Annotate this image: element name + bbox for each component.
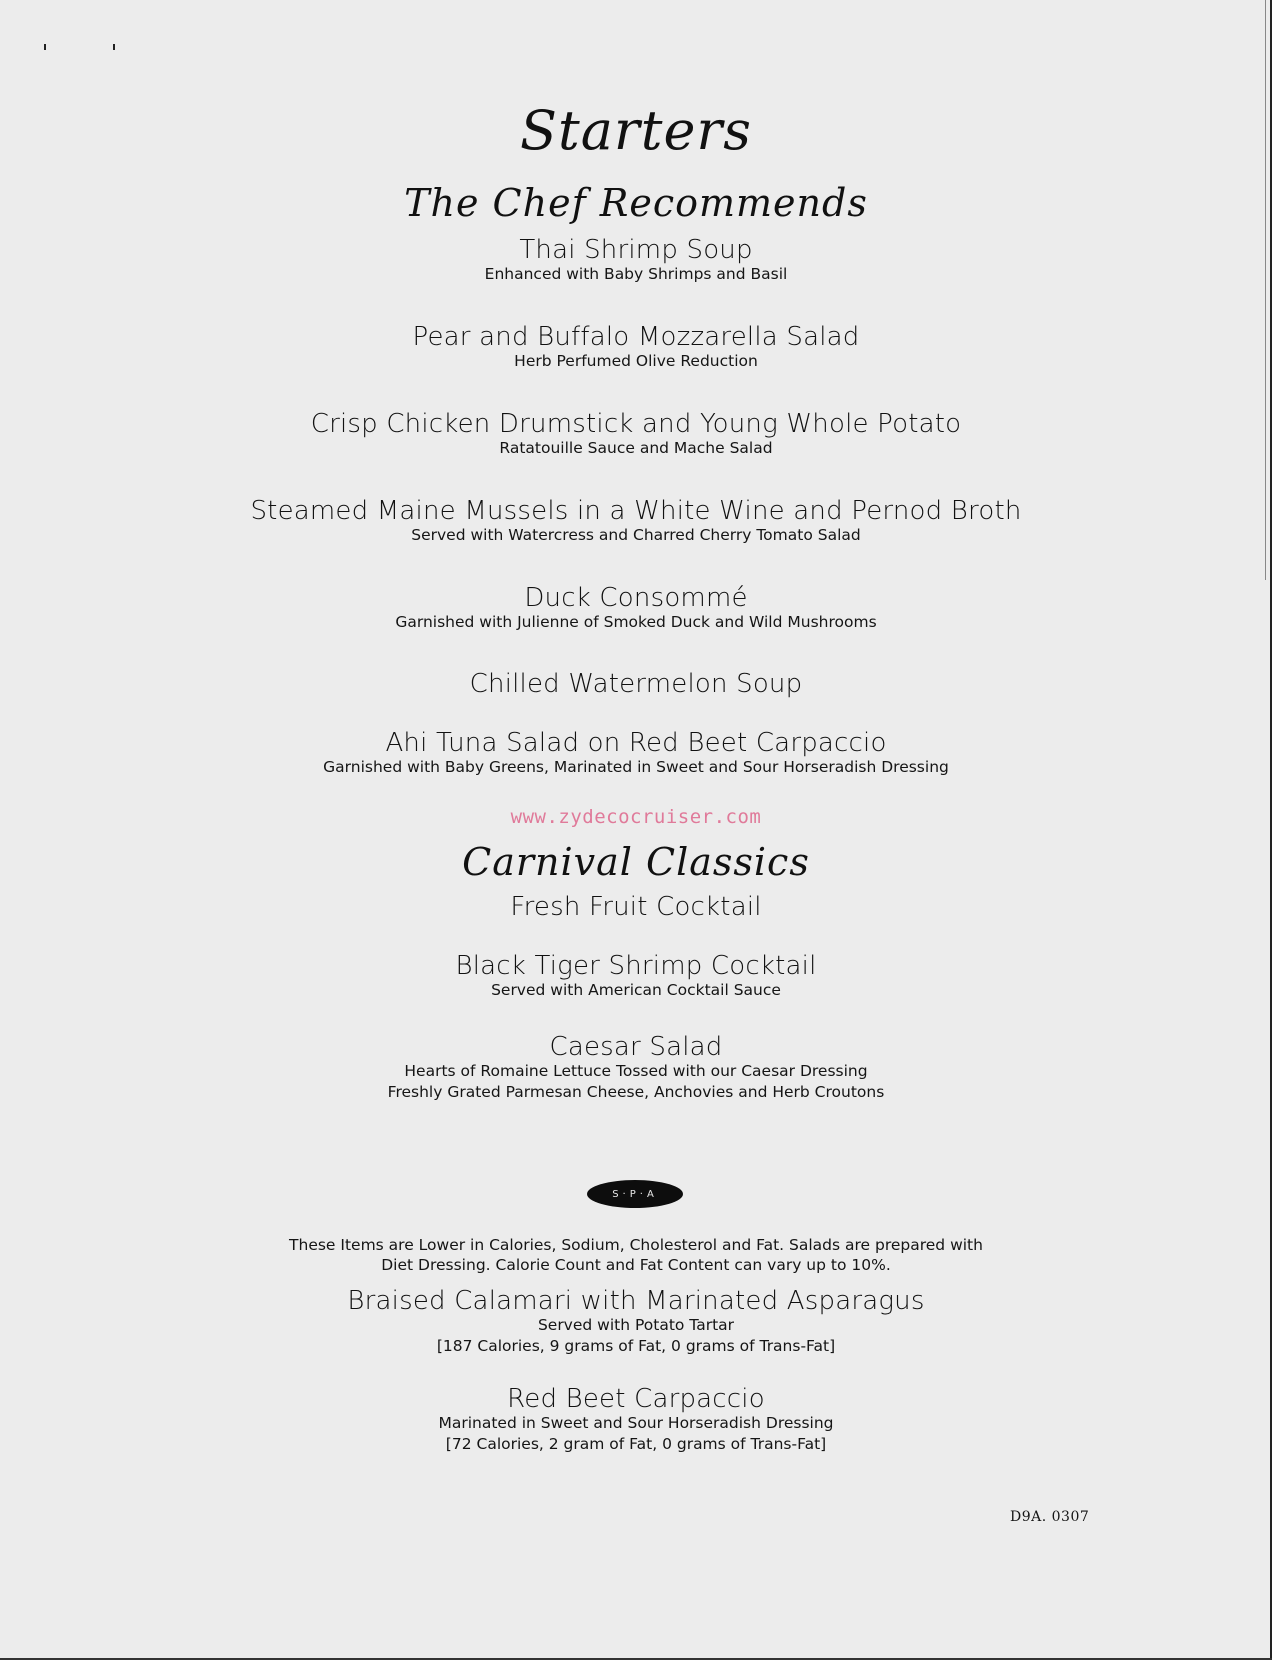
- scan-mark: [113, 44, 115, 50]
- menu-item: [0, 1033, 1272, 1103]
- spa-note-line: These Items are Lower in Calories, Sodium, Cholesterol and Fat. Salads are prepared with: [289, 1236, 983, 1254]
- section-heading-chef-recommends: The Chef Recommends: [404, 181, 868, 225]
- item-description: Freshly Grated Parmesan Cheese, Anchovies and Herb Croutons: [387, 1083, 885, 1101]
- item-name: Chilled Watermelon Soup: [469, 669, 803, 699]
- watermark: www.zydecocruiser.com: [510, 806, 762, 828]
- item-description: Garnished with Julienne of Smoked Duck and Wild Mushrooms: [395, 613, 877, 631]
- page-title: Starters: [520, 99, 752, 162]
- section-heading-carnival-classics: Carnival Classics: [462, 840, 810, 884]
- item-description: Ratatouille Sauce and Mache Salad: [499, 439, 773, 457]
- item-description: Herb Perfumed Olive Reduction: [514, 352, 758, 370]
- item-nutrition: [72 Calories, 2 gram of Fat, 0 grams of Trans-Fat]: [445, 1435, 827, 1453]
- document-code: D9A. 0307: [1010, 1509, 1090, 1525]
- menu-item: [0, 670, 1272, 698]
- item-name: Caesar Salad: [549, 1032, 723, 1062]
- item-name: Crisp Chicken Drumstick and Young Whole Potato: [310, 409, 962, 439]
- item-description: Served with Watercress and Charred Cherry Tomato Salad: [411, 526, 861, 544]
- spa-note-line: Diet Dressing. Calorie Count and Fat Content can vary up to 10%.: [381, 1256, 891, 1274]
- item-description: Garnished with Baby Greens, Marinated in Sweet and Sour Horseradish Dressing: [323, 758, 949, 776]
- scan-edge: [1265, 0, 1266, 580]
- item-description: Hearts of Romaine Lettuce Tossed with our Caesar Dressing: [404, 1062, 868, 1080]
- spa-logo-text: S·P·A: [612, 1188, 658, 1200]
- menu-item: [0, 1385, 1272, 1455]
- item-description: Enhanced with Baby Shrimps and Basil: [484, 265, 788, 283]
- item-name: Fresh Fruit Cocktail: [510, 892, 762, 922]
- spa-note: [0, 1235, 1272, 1275]
- menu-item: [0, 893, 1272, 921]
- item-name: Red Beet Carpaccio: [507, 1384, 765, 1414]
- item-description: Served with American Cocktail Sauce: [491, 981, 781, 999]
- scan-mark: [44, 44, 46, 50]
- item-name: Ahi Tuna Salad on Red Beet Carpaccio: [385, 728, 887, 758]
- item-name: Steamed Maine Mussels in a White Wine and Pernod Broth: [250, 496, 1022, 526]
- item-description: Served with Potato Tartar: [537, 1316, 735, 1334]
- menu-item: [0, 410, 1272, 459]
- spa-logo: [587, 1180, 683, 1208]
- item-name: Pear and Buffalo Mozzarella Salad: [412, 322, 860, 352]
- menu-item: [0, 1287, 1272, 1357]
- item-name: Braised Calamari with Marinated Asparagus: [347, 1286, 925, 1316]
- menu-item: [0, 952, 1272, 1001]
- menu-item: [0, 497, 1272, 546]
- menu-item: [0, 729, 1272, 778]
- menu-item: [0, 584, 1272, 633]
- menu-item: [0, 236, 1272, 285]
- item-nutrition: [187 Calories, 9 grams of Fat, 0 grams of Trans-Fat]: [436, 1337, 836, 1355]
- item-name: Duck Consommé: [524, 583, 748, 613]
- menu-item: [0, 323, 1272, 372]
- item-name: Black Tiger Shrimp Cocktail: [455, 951, 817, 981]
- item-name: Thai Shrimp Soup: [519, 235, 753, 265]
- item-description: Marinated in Sweet and Sour Horseradish Dressing: [438, 1414, 834, 1432]
